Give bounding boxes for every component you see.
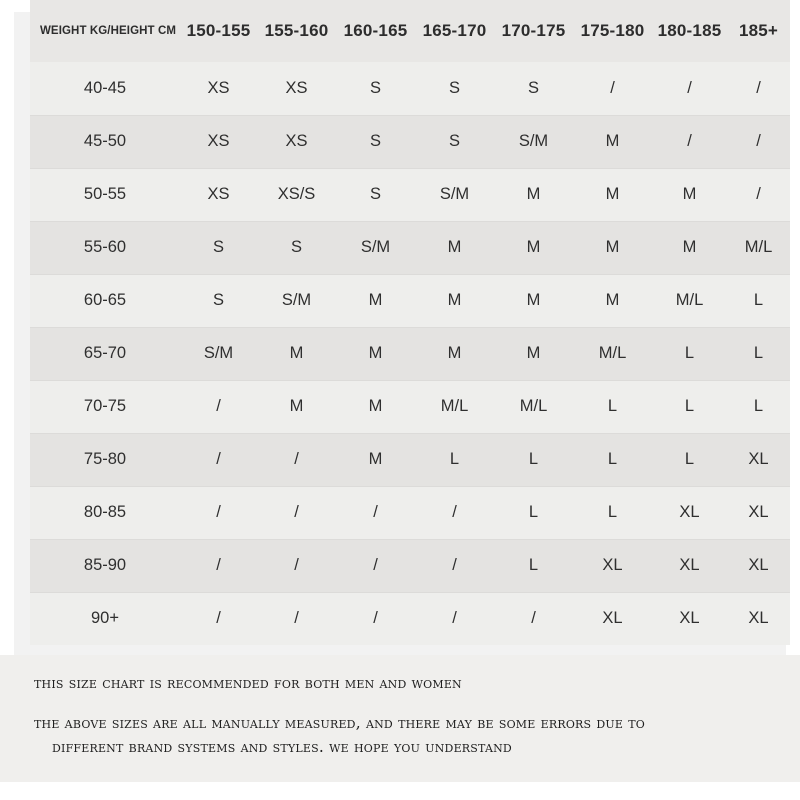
cell-size: M bbox=[415, 221, 494, 274]
table-header-row bbox=[30, 0, 790, 62]
cell-size: M/L bbox=[652, 274, 727, 327]
column-header-180-185: 180-185 bbox=[657, 21, 722, 40]
cell-size: L bbox=[727, 274, 790, 327]
table-row bbox=[30, 168, 790, 221]
cell-size: XL bbox=[727, 486, 790, 539]
cell-size: / bbox=[180, 433, 257, 486]
cell-size: / bbox=[294, 609, 299, 628]
cell-size: XS/S bbox=[257, 168, 336, 221]
cell-size: L bbox=[494, 433, 573, 486]
table-row bbox=[30, 327, 790, 380]
row-header-weight: 80-85 bbox=[30, 486, 180, 539]
table-body bbox=[30, 62, 790, 645]
note-line-measurement-disclaimer-cont: different brand systems and styles. we hope you understand bbox=[52, 738, 512, 757]
cell-size: M bbox=[415, 274, 494, 327]
cell-size: / bbox=[373, 609, 378, 628]
cell-size: / bbox=[180, 539, 257, 592]
notes-section bbox=[0, 655, 800, 800]
table-row bbox=[30, 433, 790, 486]
cell-size: M bbox=[573, 274, 652, 327]
table-row bbox=[30, 380, 790, 433]
cell-size: XS bbox=[257, 115, 336, 168]
cell-size: / bbox=[415, 486, 494, 539]
table-row bbox=[30, 274, 790, 327]
cell-size: S/M bbox=[336, 221, 415, 274]
cell-size: S bbox=[180, 221, 257, 274]
cell-size: M bbox=[257, 380, 336, 433]
cell-size: XL bbox=[679, 609, 700, 628]
row-header-weight: 60-65 bbox=[30, 274, 180, 327]
cell-size: S/M bbox=[257, 274, 336, 327]
row-header-weight: 85-90 bbox=[30, 539, 180, 592]
cell-size: L bbox=[573, 380, 652, 433]
cell-size: / bbox=[415, 539, 494, 592]
column-header-170-175: 170-175 bbox=[501, 21, 566, 40]
cell-size: M bbox=[494, 168, 573, 221]
cell-size: XL bbox=[748, 609, 769, 628]
cell-size: L bbox=[652, 380, 727, 433]
cell-size: S bbox=[180, 274, 257, 327]
bottom-margin-strip bbox=[0, 782, 800, 800]
cell-size: XL bbox=[573, 539, 652, 592]
table-row bbox=[30, 539, 790, 592]
cell-size: M bbox=[494, 274, 573, 327]
note-line-recommendation: this size chart is recommended for both men and women bbox=[34, 674, 462, 692]
cell-size: / bbox=[180, 486, 257, 539]
row-header-weight: 75-80 bbox=[30, 433, 180, 486]
cell-size: L bbox=[573, 433, 652, 486]
cell-size: / bbox=[652, 115, 727, 168]
corner-header-label: WEIGHT KG/HEIGHT CM bbox=[39, 25, 177, 37]
cell-size: M/L bbox=[415, 380, 494, 433]
row-header-weight: 45-50 bbox=[30, 115, 180, 168]
cell-size: XL bbox=[652, 486, 727, 539]
cell-size: M bbox=[573, 115, 652, 168]
cell-size: / bbox=[573, 62, 652, 115]
cell-size: M/L bbox=[573, 327, 652, 380]
cell-size: M bbox=[336, 380, 415, 433]
cell-size: / bbox=[257, 433, 336, 486]
cell-size: M/L bbox=[494, 380, 573, 433]
row-header-weight: 70-75 bbox=[30, 380, 180, 433]
table-row bbox=[30, 221, 790, 274]
cell-size: S bbox=[415, 62, 494, 115]
cell-size: / bbox=[180, 380, 257, 433]
row-header-weight: 40-45 bbox=[30, 62, 180, 115]
cell-size: / bbox=[531, 609, 536, 628]
cell-size: L bbox=[494, 539, 573, 592]
column-header-150-155: 150-155 bbox=[186, 21, 251, 40]
cell-size: M bbox=[494, 327, 573, 380]
cell-size: / bbox=[652, 62, 727, 115]
cell-size: XL bbox=[727, 433, 790, 486]
cell-size: / bbox=[336, 486, 415, 539]
cell-size: M bbox=[652, 221, 727, 274]
cell-size: XS bbox=[180, 168, 257, 221]
cell-size: M bbox=[494, 221, 573, 274]
cell-size: M bbox=[336, 274, 415, 327]
cell-size: S/M bbox=[180, 327, 257, 380]
note-line-measurement-disclaimer: the above sizes are all manually measured, and there may be some errors due to bbox=[34, 714, 645, 733]
table-row bbox=[30, 592, 790, 645]
cell-size: / bbox=[452, 609, 457, 628]
cell-size: M/L bbox=[727, 221, 790, 274]
cell-size: L bbox=[494, 486, 573, 539]
cell-size: / bbox=[727, 168, 790, 221]
cell-size: M bbox=[573, 168, 652, 221]
row-header-weight: 90+ bbox=[91, 609, 119, 628]
column-header-175-180: 175-180 bbox=[580, 21, 645, 40]
table-row bbox=[30, 486, 790, 539]
table-row bbox=[30, 115, 790, 168]
cell-size: XS bbox=[257, 62, 336, 115]
cell-size: M bbox=[336, 433, 415, 486]
cell-size: / bbox=[727, 62, 790, 115]
row-header-weight: 65-70 bbox=[30, 327, 180, 380]
cell-size: M bbox=[573, 221, 652, 274]
cell-size: L bbox=[573, 486, 652, 539]
column-header-160-165: 160-165 bbox=[343, 21, 408, 40]
column-header-165-170: 165-170 bbox=[422, 21, 487, 40]
cell-size: S bbox=[415, 115, 494, 168]
cell-size: / bbox=[727, 115, 790, 168]
cell-size: S bbox=[494, 62, 573, 115]
cell-size: XL bbox=[652, 539, 727, 592]
cell-size: XS bbox=[180, 62, 257, 115]
table-row bbox=[30, 62, 790, 115]
cell-size: XL bbox=[602, 609, 623, 628]
cell-size: S bbox=[257, 221, 336, 274]
cell-size: L bbox=[415, 433, 494, 486]
cell-size: / bbox=[336, 539, 415, 592]
cell-size: / bbox=[257, 486, 336, 539]
cell-size: XS bbox=[180, 115, 257, 168]
cell-size: L bbox=[727, 380, 790, 433]
size-chart-table bbox=[30, 0, 790, 645]
cell-size: S/M bbox=[415, 168, 494, 221]
cell-size: S bbox=[336, 62, 415, 115]
cell-size: M bbox=[336, 327, 415, 380]
cell-size: S bbox=[336, 115, 415, 168]
cell-size: M bbox=[415, 327, 494, 380]
cell-size: M bbox=[652, 168, 727, 221]
cell-size: L bbox=[652, 327, 727, 380]
cell-size: S bbox=[336, 168, 415, 221]
column-header-155-160: 155-160 bbox=[264, 21, 329, 40]
cell-size: L bbox=[652, 433, 727, 486]
row-header-weight: 50-55 bbox=[30, 168, 180, 221]
cell-size: / bbox=[216, 609, 221, 628]
column-header-185-plus: 185+ bbox=[738, 21, 779, 40]
cell-size: / bbox=[257, 539, 336, 592]
cell-size: XL bbox=[727, 539, 790, 592]
cell-size: S/M bbox=[494, 115, 573, 168]
cell-size: L bbox=[727, 327, 790, 380]
cell-size: M bbox=[257, 327, 336, 380]
row-header-weight: 55-60 bbox=[30, 221, 180, 274]
